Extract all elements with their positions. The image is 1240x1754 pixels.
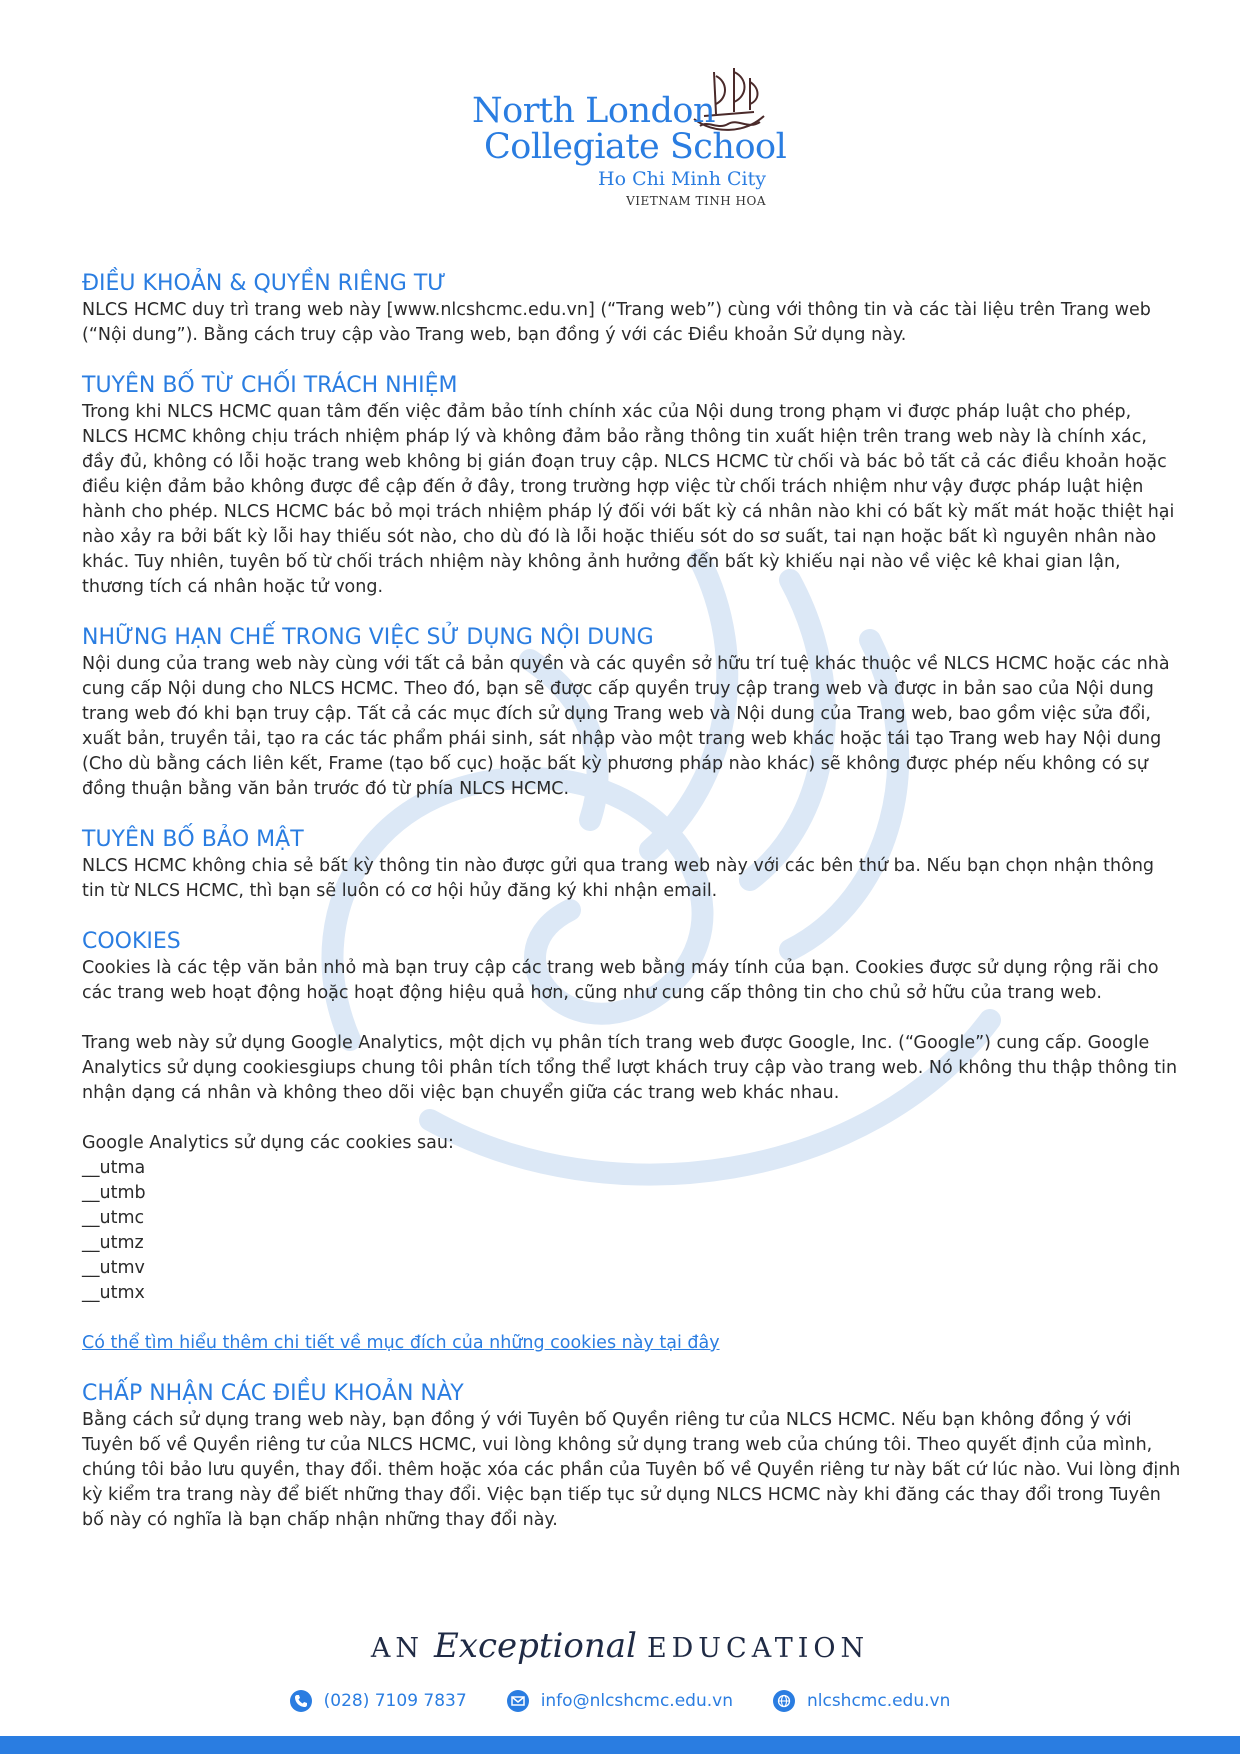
logo-line-2: Collegiate School <box>484 127 787 167</box>
section-cookies <box>82 928 1182 1356</box>
section-heading: CHẤP NHẬN CÁC ĐIỀU KHOẢN NÀY <box>82 1381 464 1406</box>
section-restrictions <box>82 624 1182 802</box>
list-item: __utmz <box>82 1233 144 1253</box>
contact-email[interactable] <box>507 1690 733 1712</box>
contact-phone[interactable] <box>290 1690 467 1712</box>
footer-tagline <box>0 1626 1240 1666</box>
section-heading: TUYÊN BỐ TỪ CHỐI TRÁCH NHIỆM <box>82 373 458 398</box>
cookies-details-link[interactable]: Có thể tìm hiểu thêm chi tiết về mục đích của những cookies này tại đây <box>82 1333 720 1353</box>
section-text: NLCS HCMC duy trì trang web này [www.nlcshcmc.edu.vn] (“Trang web”) cùng với thông tin và các tài liệu trên Trang web (“Nội dung”). Bằng cách truy cập vào Trang web, bạn đồng ý với các Điều khoản Sử dụng này. <box>82 300 1151 345</box>
section-heading: TUYÊN BỐ BẢO MẬT <box>82 827 304 852</box>
phone-text: (028) 7109 7837 <box>323 1691 467 1711</box>
logo-city: Ho Chi Minh City <box>598 168 766 190</box>
list-item: __utmb <box>82 1183 146 1203</box>
cookie-list <box>82 1156 1182 1306</box>
section-text: Cookies là các tệp văn bản nhỏ mà bạn truy cập các trang web bằng máy tính của bạn. Cookies được sử dụng rộng rãi cho các trang web hoạt động hoặc hoạt động hiệu quả hơn, cũng như cung cấp thông tin cho chủ sở hữu của trang web. <box>82 958 1159 1003</box>
contact-website[interactable] <box>773 1690 950 1712</box>
tagline-script: Exceptional <box>433 1626 637 1666</box>
section-text: Trong khi NLCS HCMC quan tâm đến việc đảm bảo tính chính xác của Nội dung trong phạm vi được pháp luật cho phép, NLCS HCMC không chịu trách nhiệm pháp lý và không đảm bảo rằng thông tin xuất hiện trên trang web này là chính xác, đầy đủ, không có lỗi hoặc trang web không bị gián đoạn truy cập. NLCS HCMC từ chối và bác bỏ tất cả các điều khoản hoặc điều kiện đảm bảo không được đề cập đến ở đây, trong trường hợp việc từ chối trách nhiệm như vậy được pháp luật hiện hành cho phép. NLCS HCMC bác bỏ mọi trách nhiệm pháp lý đối với bất kỳ cá nhân nào khi có bất kỳ mất mát hoặc thiệt hại nào xảy ra bởi bất kỳ lỗi hay thiếu sót nào, cho dù đó là lỗi hoặc thiếu sót do sơ suất, tai nạn hoặc bất kì nguyên nhân nào khác. Tuy nhiên, tuyên bố từ chối trách nhiệm này không ảnh hưởng đến bất kỳ khiếu nại nào về việc kê khai gian lận, thương tích cá nhân hoặc tử vong. <box>82 402 1175 597</box>
section-heading: ĐIỀU KHOẢN & QUYỀN RIÊNG TƯ <box>82 271 447 296</box>
email-icon <box>507 1690 529 1712</box>
section-accept <box>82 1380 1182 1533</box>
list-item: __utma <box>82 1158 146 1178</box>
list-item: __utmx <box>82 1283 145 1303</box>
globe-icon <box>773 1690 795 1712</box>
section-disclaimer <box>82 372 1182 600</box>
logo-line-1: North London <box>472 91 716 131</box>
document-body <box>82 270 1182 1557</box>
logo-subtitle: VIETNAM TINH HOA <box>626 194 766 208</box>
section-text: Bằng cách sử dụng trang web này, bạn đồng ý với Tuyên bố Quyền riêng tư của NLCS HCMC. Nếu bạn không đồng ý với Tuyên bố về Quyền riêng tư của NLCS HCMC, vui lòng không sử dụng trang web của chúng tôi. Theo quyết định của mình, chúng tôi bảo lưu quyền, thay đổi. thêm hoặc xóa các phần của Tuyên bố về Quyền riêng tư này bất cứ lúc nào. Vui lòng định kỳ kiểm tra trang này để biết những thay đổi. Việc bạn tiếp tục sử dụng NLCS HCMC này khi đăng các thay đổi trong Tuyên bố này có nghĩa là bạn chấp nhận những thay đổi này. <box>82 1410 1181 1530</box>
phone-icon <box>290 1690 312 1712</box>
list-item: __utmv <box>82 1258 145 1278</box>
section-terms <box>82 270 1182 348</box>
tagline-post: EDUCATION <box>646 1633 870 1664</box>
bottom-accent-bar <box>0 1736 1240 1754</box>
tagline-pre: AN <box>370 1633 424 1664</box>
contact-bar <box>0 1690 1240 1712</box>
email-text: info@nlcshcmc.edu.vn <box>540 1691 733 1711</box>
section-heading: COOKIES <box>82 929 181 954</box>
section-text: Trang web này sử dụng Google Analytics, một dịch vụ phân tích trang web được Google, Inc. (“Google”) cung cấp. Google Analytics sử dụng cookiesgiups chung tôi phân tích tổng thể lượt khách truy cập vào trang web. Nó không thu thập thông tin nhận dạng cá nhân và không theo dõi việc bạn chuyển giữa các trang web khác nhau. <box>82 1033 1178 1103</box>
school-logo <box>472 64 787 214</box>
section-privacy <box>82 826 1182 904</box>
section-heading: NHỮNG HẠN CHẾ TRONG VIỆC SỬ DỤNG NỘI DUNG <box>82 625 654 650</box>
website-text: nlcshcmc.edu.vn <box>806 1691 951 1711</box>
list-item: __utmc <box>82 1208 145 1228</box>
section-text: NLCS HCMC không chia sẻ bất kỳ thông tin nào được gửi qua trang web này với các bên thứ ba. Nếu bạn chọn nhận thông tin từ NLCS HCMC, thì bạn sẽ luôn có cơ hội hủy đăng ký khi nhận email. <box>82 856 1155 901</box>
cookie-list-intro: Google Analytics sử dụng các cookies sau: <box>82 1133 454 1153</box>
section-text: Nội dung của trang web này cùng với tất cả bản quyền và các quyền sở hữu trí tuệ khác thuộc về NLCS HCMC hoặc các nhà cung cấp Nội dung cho NLCS HCMC. Theo đó, bạn sẽ được cấp quyền truy cập trang web và được in bản sao của Nội dung trang web đó khi bạn truy cập. Tất cả các mục đích sử dụng Trang web và Nội dung của Trang web, bao gồm việc sửa đổi, xuất bản, truyền tải, tạo ra các tác phẩm phái sinh, sát nhập vào một trang web khác hoặc tái tạo Trang web hay Nội dung (Cho dù bằng cách liên kết, Frame (tạo bố cục) hoặc bất kỳ phương pháp nào khác) sẽ không được phép nếu không có sự đồng thuận bằng văn bản trước đó từ phía NLCS HCMC. <box>82 654 1170 799</box>
